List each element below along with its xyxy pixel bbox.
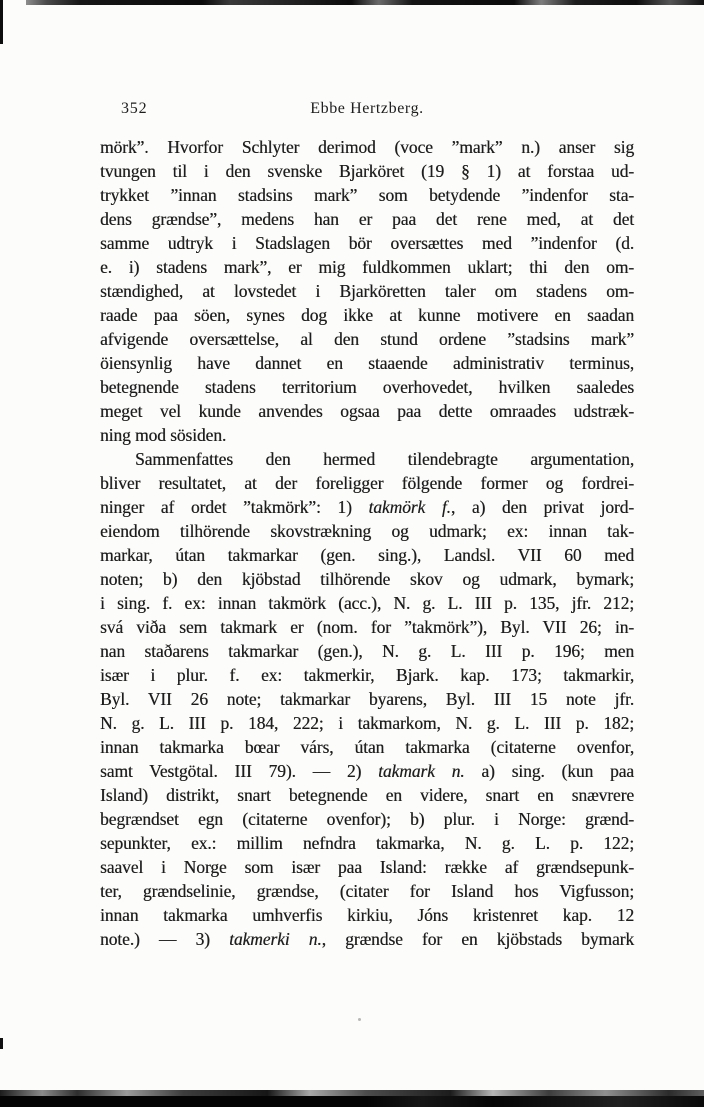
text-line <box>100 399 634 423</box>
italic-term: takmörk f. <box>368 497 451 517</box>
text-line <box>100 351 634 375</box>
text-line <box>100 759 634 783</box>
text-segment: saavel i Norge som især paa Island: række af grændsepunk- <box>100 857 634 877</box>
text-segment: markar, útan takmarkar (gen. sing.), Landsl. VII 60 med <box>100 545 634 565</box>
text-segment: afvigende oversættelse, al den stund ordene ”stadsins mark” <box>100 329 634 349</box>
text-segment: innan takmarka umhverfis kirkiu, Jóns kristenret kap. 12 <box>100 905 634 925</box>
body-text <box>100 135 634 951</box>
text-segment: raade paa söen, synes dog ikke at kunne motivere en saadan <box>100 305 634 325</box>
page-header <box>100 100 634 120</box>
text-segment: eiendom tilhörende skovstrækning og udmark; ex: innan tak- <box>100 521 634 541</box>
text-segment: meget vel kunde anvendes ogsaa paa dette omraades udstræk- <box>100 401 634 421</box>
text-segment: stændighed, at lovstedet i Bjarköretten taler om stadens om- <box>100 281 634 301</box>
text-segment: e. i) stadens mark”, er mig fuldkommen uklart; thi den om- <box>100 257 634 277</box>
text-segment: dens grændse”, medens han er paa det rene med, at det <box>100 209 634 229</box>
text-segment: især i plur. f. ex: takmerkir, Bjark. kap. 173; takmarkir, <box>100 665 634 685</box>
text-segment: samme udtryk i Stadslagen bör oversættes med ”indenfor (d. <box>100 233 634 253</box>
text-line <box>100 639 634 663</box>
running-header: Ebbe Hertzberg. <box>310 100 424 117</box>
text-segment: svá viða sem takmark er (nom. for ”takmörk”), Byl. VII 26; in- <box>100 617 634 637</box>
text-segment: i sing. f. ex: innan takmörk (acc.), N. g. L. III p. 135, jfr. 212; <box>100 593 634 613</box>
text-line <box>100 423 634 447</box>
text-line <box>100 255 634 279</box>
text-line <box>100 207 634 231</box>
text-line <box>100 711 634 735</box>
text-line <box>100 495 634 519</box>
text-segment: , a) den privat jord- <box>450 497 634 517</box>
text-line <box>100 231 634 255</box>
scan-artifact-top-edge <box>26 0 704 5</box>
text-segment: begrændset egn (citaterne ovenfor); b) plur. i Norge: grænd- <box>100 809 634 829</box>
scan-artifact-left-edge <box>0 0 3 44</box>
text-line <box>100 855 634 879</box>
text-segment: ter, grændselinie, grændse, (citater for Island hos Vigfusson; <box>100 881 634 901</box>
text-line <box>100 135 634 159</box>
italic-term: takmerki n. <box>229 929 322 949</box>
text-segment: sepunkter, ex.: millim nefndra takmarka, N. g. L. p. 122; <box>100 833 634 853</box>
text-line <box>100 159 634 183</box>
text-line <box>100 567 634 591</box>
text-line <box>100 303 634 327</box>
text-line <box>100 903 634 927</box>
text-segment: innan takmarka bœar várs, útan takmarka (citaterne ovenfor, <box>100 737 634 757</box>
text-line <box>100 687 634 711</box>
text-segment: note.) — 3) <box>100 929 230 949</box>
text-segment: N. g. L. III p. 184, 222; i takmarkom, N. g. L. III p. 182; <box>100 713 634 733</box>
text-segment: öiensynlig have dannet en staaende administrativ terminus, <box>100 353 634 373</box>
text-segment: ninger af ordet ”takmörk”: 1) <box>100 497 369 517</box>
text-segment: a) sing. (kun paa <box>464 761 634 781</box>
text-line <box>100 183 634 207</box>
text-line <box>100 519 634 543</box>
text-segment: noten; b) den kjöbstad tilhörende skov og udmark, bymark; <box>100 569 634 589</box>
text-line <box>100 807 634 831</box>
text-segment: Island) distrikt, snart betegnende en videre, snart en snævrere <box>100 785 634 805</box>
text-segment: betegnende stadens territorium overhovedet, hvilken saaledes <box>100 377 634 397</box>
text-segment: nan staðarens takmarkar (gen.), N. g. L. III p. 196; men <box>100 641 634 661</box>
text-segment: bliver resultatet, at der foreligger fölgende former og fordrei- <box>100 473 634 493</box>
text-line <box>100 591 634 615</box>
text-line <box>100 663 634 687</box>
text-segment: ning mod sösiden. <box>100 425 227 445</box>
text-segment: , grændse for en kjöbstads bymark <box>321 929 634 949</box>
paper-speck <box>358 1018 361 1021</box>
text-segment: mörk”. Hvorfor Schlyter derimod (voce ”mark” n.) anser sig <box>100 137 634 157</box>
text-line <box>100 327 634 351</box>
text-line <box>100 279 634 303</box>
text-line <box>100 927 634 951</box>
text-segment: tvungen til i den svenske Bjarköret (19 § 1) at forstaa ud- <box>100 161 634 181</box>
text-line <box>100 879 634 903</box>
text-segment: trykket ”innan stadsins mark” som betydende ”indenfor sta- <box>100 185 634 205</box>
page-number: 352 <box>121 100 148 117</box>
text-segment: samt Vestgötal. III 79). — 2) <box>100 761 379 781</box>
italic-term: takmark n. <box>378 761 465 781</box>
text-line <box>100 735 634 759</box>
scan-artifact-bottom-edge <box>0 1096 704 1107</box>
text-line <box>100 375 634 399</box>
scan-artifact-left-tick <box>0 1038 3 1049</box>
text-line <box>100 615 634 639</box>
text-line <box>100 783 634 807</box>
text-line <box>100 543 634 567</box>
text-line <box>100 447 634 471</box>
text-segment: Sammenfattes den hermed tilendebragte argumentation, <box>135 449 634 469</box>
text-line <box>100 471 634 495</box>
text-line <box>100 831 634 855</box>
text-segment: Byl. VII 26 note; takmarkar byarens, Byl. III 15 note jfr. <box>100 689 634 709</box>
